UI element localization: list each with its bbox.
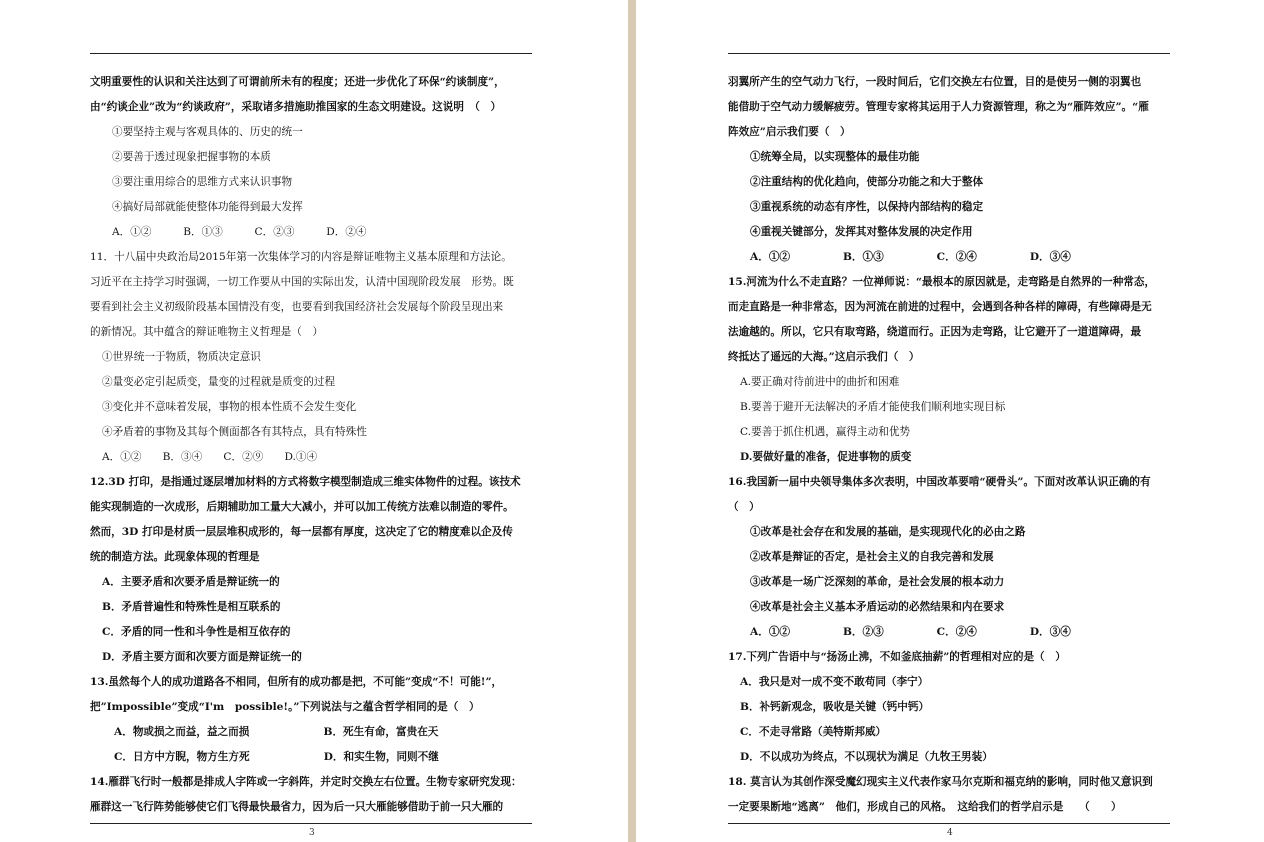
page-gutter bbox=[628, 0, 636, 842]
text-line: 由“约谈企业”改为“约谈政府”，采取诸多措施助推国家的生态文明建设。这说明 （ ） bbox=[90, 101, 502, 113]
text-line: ④搞好局部就能使整体功能得到最大发挥 bbox=[112, 201, 303, 213]
text-line: D．不以成功为终点，不以现状为满足（九牧王男装） bbox=[740, 751, 993, 763]
text-line: 习近平在主持学习时强调，一切工作要从中国的实际出发，认清中国现阶段发展 形势。既 bbox=[90, 276, 514, 288]
page-number: 3 bbox=[309, 828, 315, 838]
text-line: D.要做好量的准备，促进事物的质变 bbox=[740, 451, 912, 463]
text-line: ③重视系统的动态有序性，以保持内部结构的稳定 bbox=[750, 201, 984, 213]
left-page-text bbox=[90, 70, 536, 820]
page-number: 4 bbox=[947, 828, 953, 838]
text-line: 15.河流为什么不走直路？一位禅师说：“最根本的原因就是，走弯路是自然界的一种常态， bbox=[728, 276, 1156, 288]
text-line: B．矛盾普遍性和特殊性是相互联系的 bbox=[102, 601, 281, 613]
text-line: C．日方中方睨，物方生方死 D．和实生物，同则不继 bbox=[114, 751, 439, 763]
text-line: 然而，3D 打印是材质一层层堆积成形的，每一层都有厚度，这决定了它的精度难以企及传 bbox=[90, 526, 513, 538]
text-line: 要看到社会主义初级阶段基本国情没有变，也要看到我国经济社会发展每个阶段呈现出来 bbox=[90, 301, 504, 313]
text-line: ②要善于透过现象把握事物的本质 bbox=[112, 151, 271, 163]
text-line: 的新情况。其中蕴含的辩证唯物主义哲理是（ ） bbox=[90, 326, 324, 338]
text-line: ④改革是社会主义基本矛盾运动的必然结果和内在要求 bbox=[750, 601, 1005, 613]
text-line: C．不走寻常路（美特斯邦威） bbox=[740, 726, 887, 738]
text-line: 而走直路是一种非常态，因为河流在前进的过程中，会遇到各种各样的障碍，有些障碍是无 bbox=[728, 301, 1152, 313]
text-line: 16.我国新一届中央领导集体多次表明，中国改革要啃“硬骨头”。下面对改革认识正确的有 bbox=[728, 476, 1151, 488]
text-line: 阵效应”启示我们要（ ） bbox=[728, 126, 851, 138]
text-line: 14.雁群飞行时一般都是排成人字阵或一字斜阵，并定时交换左右位置。生物专家研究发现： bbox=[90, 776, 522, 788]
text-line: D．矛盾主要方面和次要方面是辩证统一的 bbox=[102, 651, 302, 663]
text-line: 统的制造方法。此现象体现的哲理是 bbox=[90, 551, 260, 563]
text-line: ③要注重用综合的思维方式来认识事物 bbox=[112, 176, 293, 188]
text-line: 羽翼所产生的空气动力飞行，一段时间后，它们交换左右位置，目的是使另一侧的羽翼也 bbox=[728, 76, 1142, 88]
right-page bbox=[636, 0, 1264, 842]
text-line: （ ） bbox=[728, 501, 760, 513]
footer-rule bbox=[728, 823, 1170, 824]
text-line: ①统筹全局，以实现整体的最佳功能 bbox=[750, 151, 920, 163]
text-line: 17.下列广告语中与“扬汤止沸，不如釜底抽薪”的哲理相对应的是（ ） bbox=[728, 651, 1066, 663]
header-rule bbox=[728, 53, 1170, 54]
text-line: A．①② B．①③ C．②④ D．③④ bbox=[750, 251, 1071, 263]
text-line: ①改革是社会存在和发展的基础，是实现现代化的必由之路 bbox=[750, 526, 1026, 538]
text-line: 11．十八届中央政治局2015年第一次集体学习的内容是辩证唯物主义基本原理和方法论。 bbox=[90, 251, 512, 263]
text-line: A．我只是对一成不变不敢苟同（李宁） bbox=[740, 676, 929, 688]
text-line: 18. 莫言认为其创作深受魔幻现实主义代表作家马尔克斯和福克纳的影响，同时他又意识到 bbox=[728, 776, 1153, 788]
text-line: ③变化并不意味着发展，事物的根本性质不会发生变化 bbox=[102, 401, 357, 413]
text-line: ③改革是一场广泛深刻的革命，是社会发展的根本动力 bbox=[750, 576, 1005, 588]
text-line: A．主要矛盾和次要矛盾是辩证统一的 bbox=[102, 576, 280, 588]
header-rule bbox=[90, 53, 532, 54]
text-line: A．物或损之而益，益之而损 B．死生有命，富贵在天 bbox=[114, 726, 439, 738]
text-line: ①世界统一于物质，物质决定意识 bbox=[102, 351, 261, 363]
text-line: B．补钙新观念，吸收是关键（钙中钙） bbox=[740, 701, 930, 713]
text-line: 雁群这一飞行阵势能够使它们飞得最快最省力，因为后一只大雁能够借助于前一只大雁的 bbox=[90, 801, 504, 813]
text-line: A.要正确对待前进中的曲折和困难 bbox=[740, 376, 900, 388]
text-line: ②量变必定引起质变，量变的过程就是质变的过程 bbox=[102, 376, 336, 388]
text-line: ①要坚持主观与客观具体的、历史的统一 bbox=[112, 126, 303, 138]
text-line: C．矛盾的同一性和斗争性是相互依存的 bbox=[102, 626, 291, 638]
right-page-text bbox=[728, 70, 1174, 820]
text-line: ④重视关键部分，发挥其对整体发展的决定作用 bbox=[750, 226, 973, 238]
text-line: 能借助于空气动力缓解疲劳。管理专家将其运用于人力资源管理，称之为“雁阵效应”。“雁 bbox=[728, 101, 1149, 113]
text-line: ②注重结构的优化趋向，使部分功能之和大于整体 bbox=[750, 176, 984, 188]
text-line: 13.虽然每个人的成功道路各不相同，但所有的成功都是把，不可能”变成“不！可能!”， bbox=[90, 676, 503, 688]
left-page bbox=[0, 0, 628, 842]
text-line: 一定要果断地“逃离” 他们，形成自己的风格。 这给我们的哲学启示是 （ ） bbox=[728, 801, 1122, 813]
text-line: 12.3D 打印，是指通过逐层增加材料的方式将数字模型制造成三维实体物件的过程。该技术 bbox=[90, 476, 521, 488]
text-line: 能实现制造的一次成形，后期辅助加工量大大减小，并可以加工传统方法难以制造的零件。 bbox=[90, 501, 514, 513]
footer-rule bbox=[90, 823, 532, 824]
text-line: A．①② B．③④ C．②⑨ D.①④ bbox=[102, 451, 318, 463]
text-line: 把”Impossible”变成“I'm possible!。”下列说法与之蕴含哲学相同的是（ ） bbox=[90, 701, 480, 713]
text-line: B.要善于避开无法解决的矛盾才能使我们顺利地实现目标 bbox=[740, 401, 1006, 413]
text-line: ④矛盾着的事物及其每个侧面都各有其特点，具有特殊性 bbox=[102, 426, 367, 438]
text-line: ②改革是辩证的否定，是社会主义的自我完善和发展 bbox=[750, 551, 994, 563]
text-line: A．①② B．②③ C．②④ D．③④ bbox=[750, 626, 1071, 638]
text-line: A．①② B．①③ C．②③ D．②④ bbox=[112, 226, 367, 238]
text-line: C.要善于抓住机遇，赢得主动和优势 bbox=[740, 426, 911, 438]
text-line: 文明重要性的认识和关注达到了可谓前所未有的程度；还进一步优化了环保“约谈制度”， bbox=[90, 76, 505, 88]
text-line: 法逾越的。所以，它只有取弯路，绕道而行。正因为走弯路，让它避开了一道道障碍，最 bbox=[728, 326, 1142, 338]
text-line: 终抵达了遥远的大海。”这启示我们（ ） bbox=[728, 351, 920, 363]
